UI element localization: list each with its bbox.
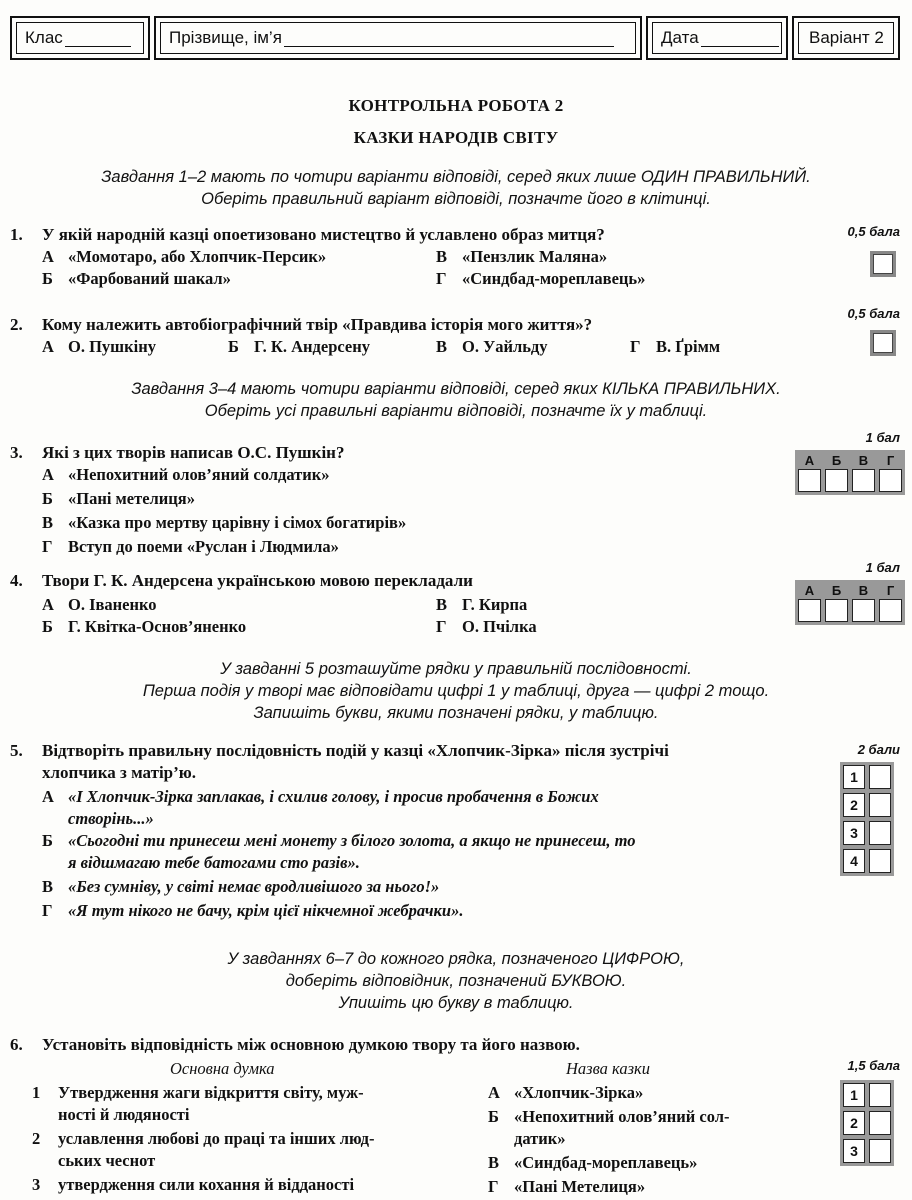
option: Г Вступ до поеми «Руслан і Людмила» — [42, 537, 339, 556]
points-label: 1 бал — [865, 430, 900, 445]
row-number: 1 — [843, 1083, 865, 1107]
points-label: 2 бали — [857, 742, 900, 757]
answer-cell[interactable] — [869, 765, 891, 789]
answer-grid-q6 — [840, 1080, 894, 1166]
question-text: Кому належить автобіографічний твір «Правдива історія мого життя»? — [42, 315, 593, 334]
answer-cell[interactable] — [798, 599, 821, 622]
question-number: 6. — [10, 1035, 23, 1054]
question-text: Твори Г. К. Андерсена українською мовою перекладали — [42, 571, 473, 590]
option: Г «Я тут нікого не бачу, крім цієї нікчемної жебрачки». — [42, 901, 464, 920]
answer-grid-q3: А Б В Г — [795, 450, 905, 495]
option-continuation: створінь...» — [68, 809, 154, 828]
answer-cell[interactable] — [869, 821, 891, 845]
answer-checkbox[interactable] — [870, 330, 896, 356]
answer-cell[interactable] — [825, 599, 848, 622]
question-number: 1. — [10, 225, 23, 244]
instruction-line: Завдання 1–2 мають по чотири варіанти відповіді, серед яких лише ОДИН ПРАВИЛЬНИЙ. — [101, 168, 811, 186]
instruction-line: Перша подія у творі має відповідати цифрі 1 у таблиці, друга — цифрі 2 тощо. — [142, 682, 770, 700]
instruction-4 — [0, 948, 912, 1014]
page-subtitle: КАЗКИ НАРОДІВ СВІТУ — [353, 128, 559, 147]
option: А О. Пушкіну — [42, 337, 156, 356]
answer-cell[interactable] — [869, 1139, 891, 1163]
option-continuation: я відшмагаю тебе батогами сто разів». — [68, 853, 360, 872]
option: Б Г. К. Андерсену — [228, 337, 370, 356]
name-field[interactable] — [154, 16, 642, 60]
instruction-line: У завданні 5 розташуйте рядки у правильній послідовності. — [220, 660, 692, 678]
match-left-item: 2 уславлення любові до праці та інших люд- — [32, 1129, 375, 1148]
option: Г О. Пчілка — [436, 617, 537, 636]
option: В Г. Кирпа — [436, 595, 528, 614]
option: А «Непохитний олов’яний солдатик» — [42, 465, 330, 484]
points-label: 0,5 бала — [847, 224, 900, 239]
answer-grid-q4: А Б В Г — [795, 580, 905, 625]
match-left-item: 3 утвердження сили кохання й відданості — [32, 1175, 355, 1194]
match-left-continuation: ності й людяності — [58, 1105, 190, 1124]
row-number: 1 — [843, 765, 865, 789]
option: В О. Уайльду — [436, 337, 548, 356]
match-left-item: 1 Утвердження жаги відкриття світу, муж- — [32, 1083, 364, 1102]
match-left-continuation: ських чеснот — [58, 1151, 156, 1170]
option: Г В. Ґрімм — [630, 337, 721, 356]
instruction-2 — [0, 378, 912, 422]
question-text: Які з цих творів написав О.С. Пушкін? — [42, 443, 345, 462]
question-text: Установіть відповідність між основною думкою твору та його назвою. — [42, 1035, 580, 1054]
question-text: Відтворіть правильну послідовність подій у казці «Хлопчик-Зірка» після зустрічі хлопчика з матір’ю. — [42, 741, 669, 782]
column-header: Назва казки — [566, 1059, 650, 1078]
question-number: 3. — [10, 443, 23, 462]
question-number: 5. — [10, 741, 23, 760]
answer-cell[interactable] — [825, 469, 848, 492]
variant-box — [792, 16, 900, 60]
answer-cell[interactable] — [852, 469, 875, 492]
option: А «І Хлопчик-Зірка заплакав, і схилив голову, і просив пробачення в Божих — [42, 787, 599, 806]
answer-cell[interactable] — [879, 599, 902, 622]
match-right-item: А «Хлопчик-Зірка» — [488, 1083, 644, 1102]
answer-cell[interactable] — [869, 1083, 891, 1107]
question-text: У якій народній казці опоетизовано мистецтво й уславлено образ митця? — [42, 225, 605, 244]
instruction-line: Упишіть цю букву в таблицю. — [338, 994, 574, 1012]
points-label: 1,5 бала — [847, 1058, 900, 1073]
option: В «Пензлик Маляна» — [436, 247, 608, 266]
option: Б «Фарбований шакал» — [42, 269, 231, 288]
option: В «Казка про мертву царівну і сімох богатирів» — [42, 513, 407, 532]
date-label: Дата — [661, 28, 699, 47]
instruction-line: Оберіть правильний варіант відповіді, позначте його в клітинці. — [201, 190, 711, 208]
instruction-line: Завдання 3–4 мають чотири варіанти відповіді, серед яких КІЛЬКА ПРАВИЛЬНИХ. — [131, 380, 781, 398]
answer-cell[interactable] — [869, 849, 891, 873]
row-number: 3 — [843, 821, 865, 845]
column-header: Основна думка — [170, 1059, 275, 1078]
points-label: 1 бал — [865, 560, 900, 575]
question-number: 4. — [10, 571, 23, 590]
row-number: 2 — [843, 793, 865, 817]
answer-checkbox[interactable] — [870, 251, 896, 277]
name-label: Прізвище, ім’я — [169, 28, 282, 47]
answer-cell[interactable] — [852, 599, 875, 622]
option: Г «Синдбад-мореплавець» — [436, 269, 646, 288]
class-field[interactable] — [10, 16, 150, 60]
class-label: Клас — [25, 28, 63, 47]
option: В «Без сумніву, у світі немає вродливішого за нього!» — [42, 877, 440, 896]
instruction-line: доберіть відповідник, позначений БУКВОЮ. — [285, 972, 627, 990]
variant-label: Варіант 2 — [809, 28, 884, 47]
instruction-line: Запишіть букви, якими позначені рядки, у таблицю. — [253, 704, 659, 722]
instruction-line: У завданнях 6–7 до кожного рядка, позначеного ЦИФРОЮ, — [227, 950, 685, 968]
instruction-line: Оберіть усі правильні варіанти відповіді, позначте їх у таблиці. — [204, 402, 708, 420]
date-field[interactable] — [646, 16, 788, 60]
answer-cell[interactable] — [869, 793, 891, 817]
page-title: КОНТРОЛЬНА РОБОТА 2 — [348, 96, 564, 115]
option: А О. Іваненко — [42, 595, 157, 614]
option: Б «Пані метелиця» — [42, 489, 195, 508]
answer-cell[interactable] — [798, 469, 821, 492]
answer-cell[interactable] — [879, 469, 902, 492]
answer-grid-q5 — [840, 762, 894, 876]
match-right-continuation: датик» — [514, 1129, 566, 1148]
row-number: 3 — [843, 1139, 865, 1163]
option: Б Г. Квітка-Основ’яненко — [42, 617, 247, 636]
match-right-item: В «Синдбад-мореплавець» — [488, 1153, 698, 1172]
option: А «Момотаро, або Хлопчик-Персик» — [42, 247, 327, 266]
match-right-item: Б «Непохитний олов’яний сол- — [488, 1107, 730, 1126]
points-label: 0,5 бала — [847, 306, 900, 321]
answer-cell[interactable] — [869, 1111, 891, 1135]
row-number: 4 — [843, 849, 865, 873]
instruction-1 — [0, 166, 912, 210]
question-number: 2. — [10, 315, 23, 334]
row-number: 2 — [843, 1111, 865, 1135]
match-right-item: Г «Пані Метелиця» — [488, 1177, 646, 1196]
instruction-3 — [0, 658, 912, 724]
option: Б «Сьогодні ти принесеш мені монету з білого золота, а якщо не принесеш, то — [42, 831, 636, 850]
